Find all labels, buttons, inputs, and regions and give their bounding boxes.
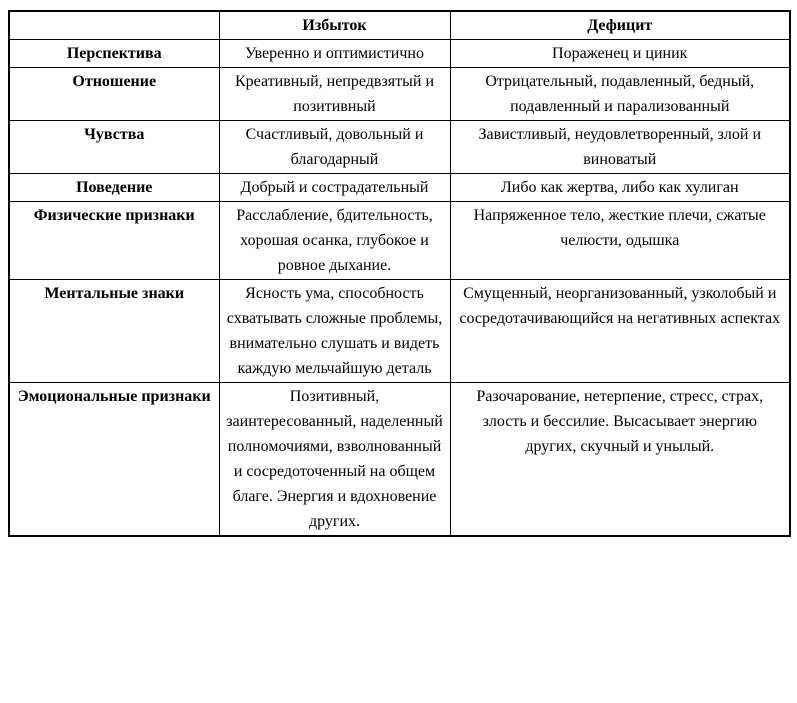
excess-cell: Ясность ума, способность схватывать сложные проблемы, внимательно слушать и видеть каждую мельчайшую деталь (219, 280, 450, 383)
column-header-deficit: Дефицит (450, 11, 790, 40)
row-label-cell: Ментальные знаки (9, 280, 219, 383)
deficit-cell: Завистливый, неудовлетворенный, злой и виноватый (450, 121, 790, 174)
traits-table (8, 10, 791, 537)
deficit-cell: Либо как жертва, либо как хулиган (450, 174, 790, 202)
header-row (9, 11, 790, 40)
deficit-cell: Напряженное тело, жесткие плечи, сжатые челюсти, одышка (450, 202, 790, 280)
row-label-cell: Эмоциональные признаки (9, 383, 219, 537)
table-row (9, 280, 790, 383)
table-row (9, 174, 790, 202)
column-header-blank (9, 11, 219, 40)
deficit-cell: Смущенный, неорганизованный, узколобый и сосредотачивающийся на негативных аспектах (450, 280, 790, 383)
deficit-cell: Пораженец и циник (450, 40, 790, 68)
row-label-cell: Перспектива (9, 40, 219, 68)
column-header-excess: Избыток (219, 11, 450, 40)
row-label-cell: Физические признаки (9, 202, 219, 280)
deficit-cell: Разочарование, нетерпение, стресс, страх, злость и бессилие. Высасывает энергию других, скучный и унылый. (450, 383, 790, 537)
row-label-cell: Чувства (9, 121, 219, 174)
table-row (9, 383, 790, 537)
row-label-cell: Поведение (9, 174, 219, 202)
table-row (9, 202, 790, 280)
table-row (9, 68, 790, 121)
deficit-cell: Отрицательный, подавленный, бедный, подавленный и парализованный (450, 68, 790, 121)
excess-cell: Уверенно и оптимистично (219, 40, 450, 68)
row-label-cell: Отношение (9, 68, 219, 121)
excess-cell: Креативный, непредвзятый и позитивный (219, 68, 450, 121)
excess-cell: Добрый и сострадательный (219, 174, 450, 202)
table-row (9, 40, 790, 68)
excess-cell: Счастливый, довольный и благодарный (219, 121, 450, 174)
table-row (9, 121, 790, 174)
excess-cell: Расслабление, бдительность, хорошая осанка, глубокое и ровное дыхание. (219, 202, 450, 280)
excess-cell: Позитивный, заинтересованный, наделенный полномочиями, взволнованный и сосредоточенный на общем благе. Энергия и вдохновение других. (219, 383, 450, 537)
